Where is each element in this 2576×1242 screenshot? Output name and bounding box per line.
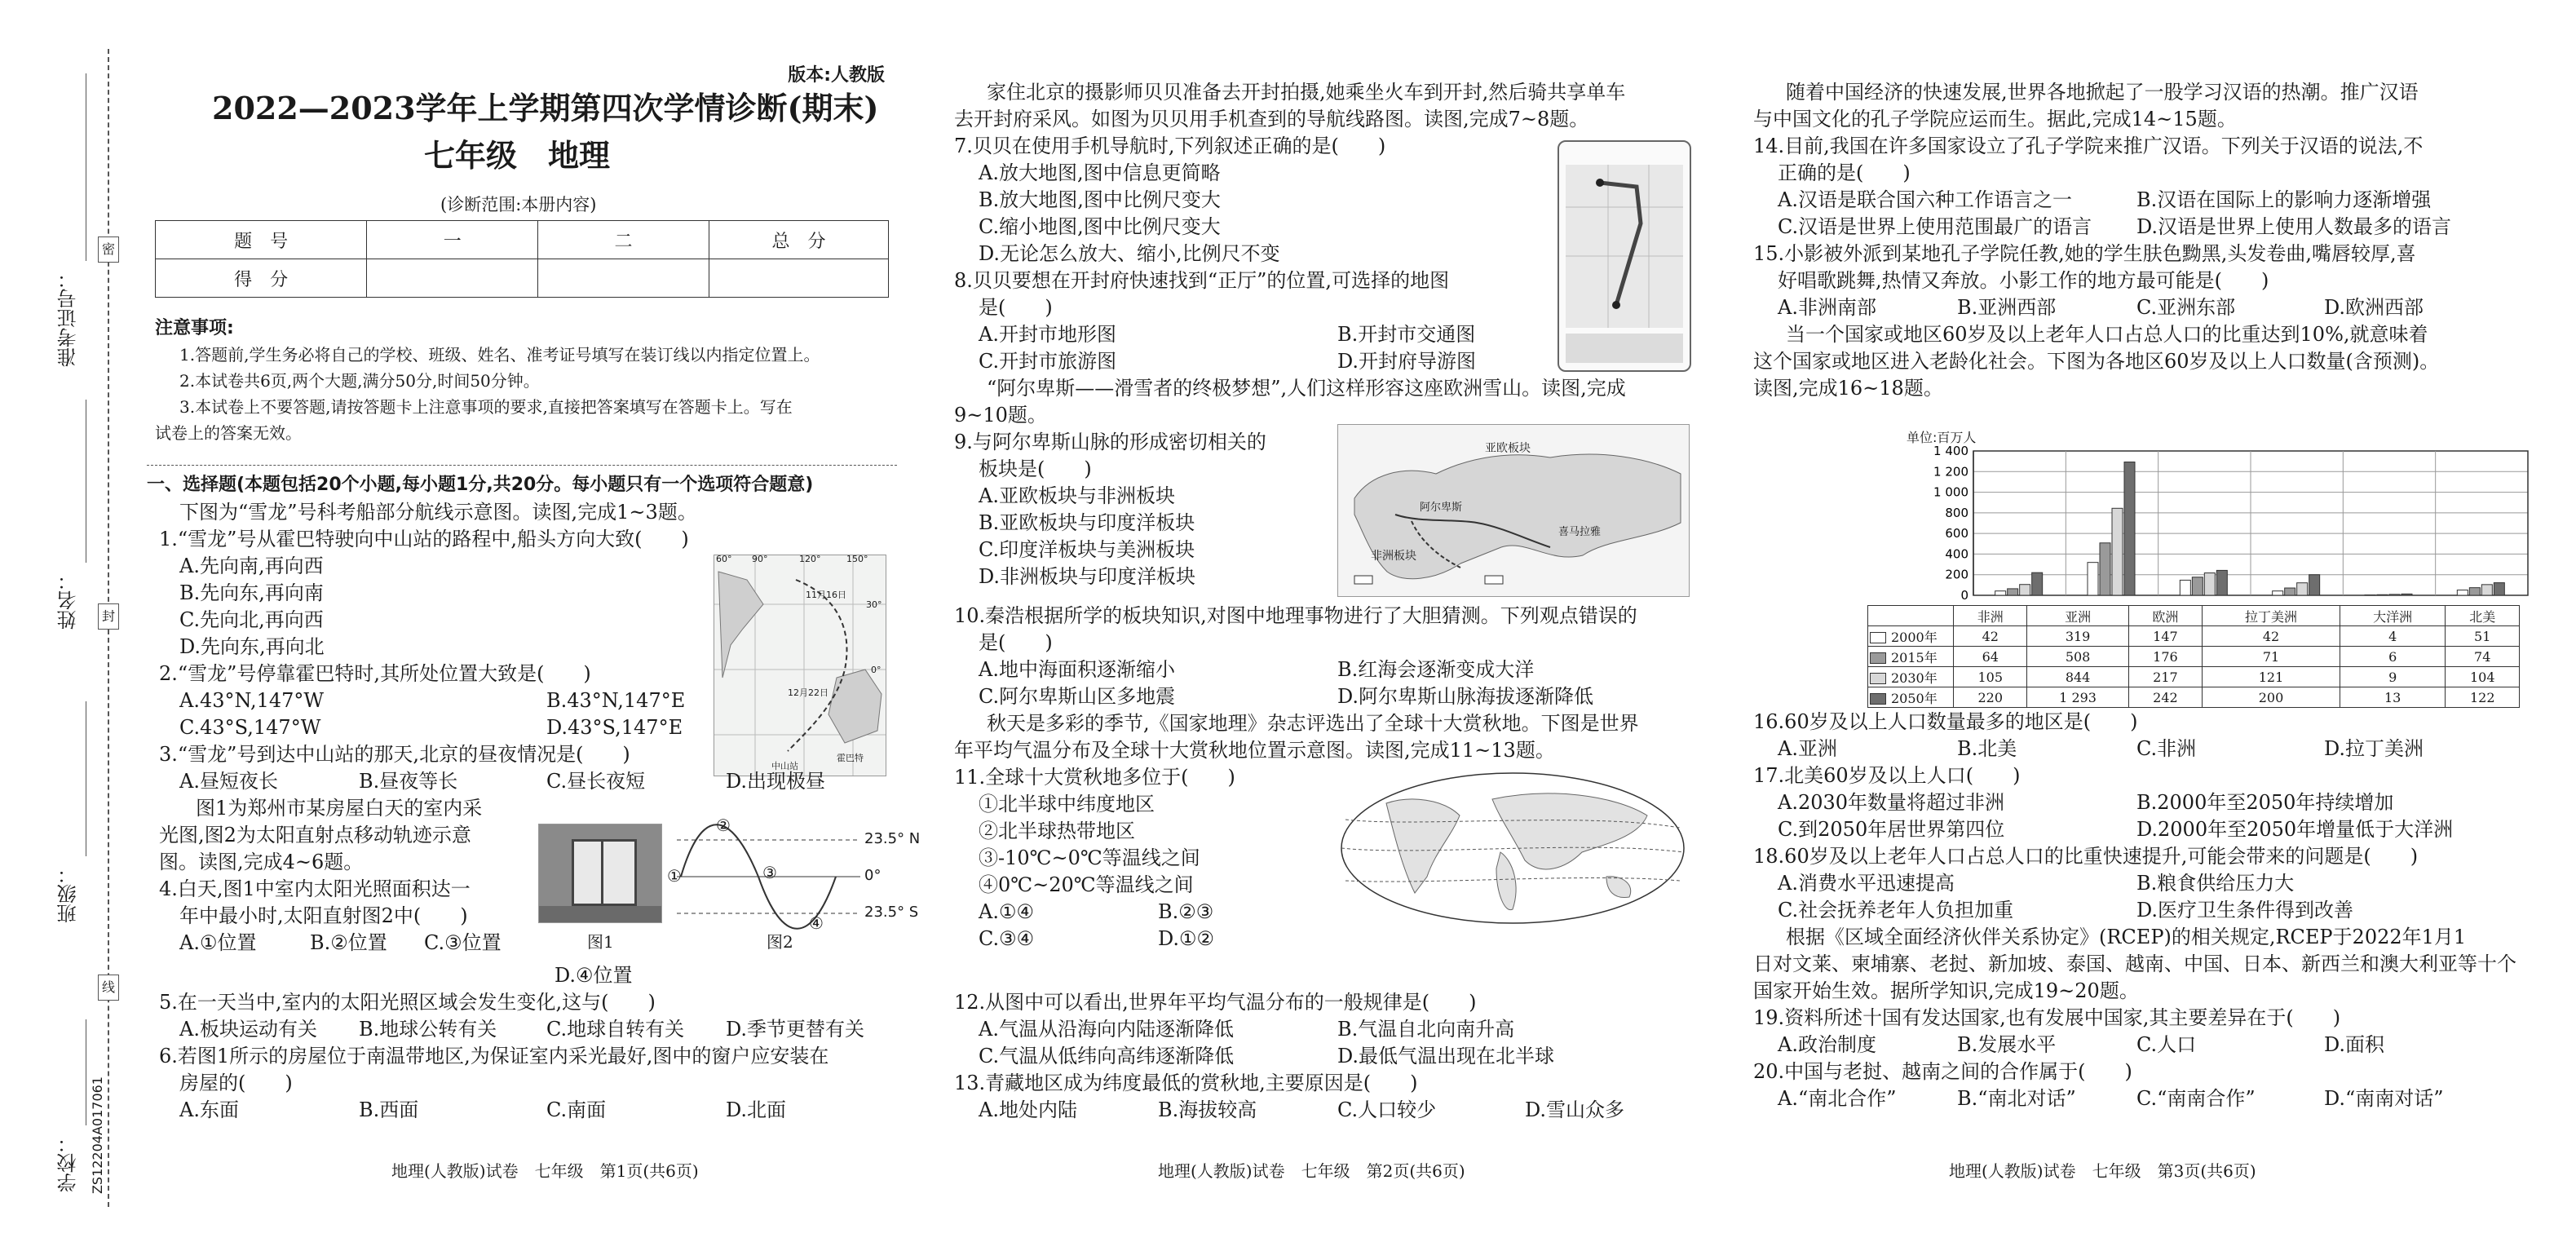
bar	[2457, 590, 2468, 595]
legend-swatch	[1870, 632, 1886, 643]
intro-q19-20: 日对文莱、柬埔寨、老挝、新加坡、泰国、越南、中国、日本、新西兰和澳大利亚等十个	[1753, 952, 2516, 975]
q7-option-d[interactable]: D.无论怎么放大、缩小,比例尺不变	[979, 242, 1280, 265]
q1-option-d[interactable]: D.先向东,再向北	[179, 635, 325, 658]
question-10: 10.秦浩根据所学的板块知识,对图中地理事物进行了大胆猜测。下列观点错误的	[954, 604, 1637, 627]
q3-option-b[interactable]: B.昼夜等长	[359, 770, 458, 793]
q17-option-a[interactable]: A.2030年数量将超过非洲	[1778, 791, 2005, 814]
bar	[2389, 594, 2400, 595]
question-20: 20.中国与老挝、越南之间的合作属于( )	[1753, 1060, 2132, 1083]
question-17: 17.北美60岁及以上人口( )	[1753, 764, 2021, 787]
q15-option-b[interactable]: B.亚洲西部	[1957, 296, 2057, 319]
floor	[539, 906, 661, 922]
section-heading: 一、选择题(本题包括20个小题,每小题1分,共20分。每小题只有一个选项符合题意)	[147, 475, 814, 495]
bar	[2008, 589, 2018, 595]
question-1: 1.“雪龙”号从霍巴特驶向中山站的路程中,船头方向大致( )	[159, 528, 689, 550]
legend-entry	[1868, 626, 1954, 647]
name-label: 姓名：	[57, 571, 80, 630]
question-14: 14.目前,我国在许多国家设立了孔子学院来推广汉语。下列关于汉语的说法,不	[1753, 135, 2424, 157]
page-footer: 地理(人教版)试卷 七年级 第2页(共6页)	[1158, 1161, 1465, 1181]
q11-item-4: ④0℃~20℃等温线之间	[979, 873, 1194, 896]
q5-option-b[interactable]: B.地球公转有关	[359, 1018, 497, 1041]
bar	[2100, 543, 2110, 595]
q2-option-b[interactable]: B.43°N,147°E	[546, 689, 686, 712]
q16-option-d[interactable]: D.拉丁美洲	[2324, 737, 2424, 760]
plate-label: 亚欧板块	[1485, 442, 1531, 455]
y-tick-label: 200	[1945, 567, 1968, 582]
q5-option-a[interactable]: A.板块运动有关	[179, 1018, 317, 1041]
data-label: 242	[2128, 687, 2202, 708]
q18-option-b[interactable]: B.粮食供给压力大	[2136, 872, 2295, 895]
x-category-label: 拉丁美洲	[2203, 606, 2340, 626]
x-category-label: 亚洲	[2027, 606, 2128, 626]
intro-q16-18: 当一个国家或地区60岁及以上老年人口占总人口的比重达到10%,就意味着	[1786, 323, 2428, 346]
q13-option-d[interactable]: D.雪山众多	[1525, 1098, 1625, 1121]
question-15-cont: 好唱歌跳舞,热情又奔放。小影工作的地方最可能是( )	[1778, 269, 2269, 292]
data-label: 122	[2446, 687, 2520, 708]
seal-mark-2: 封	[98, 603, 119, 630]
data-label: 319	[2027, 626, 2128, 647]
note-line: 2.本试卷共6页,两个大题,满分50分,时间50分钟。	[179, 371, 540, 391]
figure-1-caption: 图1	[587, 932, 614, 952]
intro-q7-8: 家住北京的摄影师贝贝准备去开封拍摄,她乘坐火车到开封,然后骑共享单车	[987, 81, 1626, 104]
question-7: 7.贝贝在使用手机导航时,下列叙述正确的是( )	[954, 135, 1386, 157]
bar	[2469, 588, 2480, 595]
map-label: 12月22日	[788, 687, 828, 698]
exam-title: 2022—2023学年上学期第四次学情诊断(期末)	[212, 90, 879, 126]
legend-label: 2000年	[1891, 629, 1938, 645]
y-tick-label: 1 200	[1933, 464, 1968, 480]
q13-option-a[interactable]: A.地处内陆	[979, 1098, 1077, 1121]
position-marker: ②	[716, 815, 731, 835]
q1-option-a[interactable]: A.先向南,再向西	[179, 555, 324, 577]
q9-option-d[interactable]: D.非洲板块与印度洋板块	[979, 565, 1196, 588]
bar	[2273, 591, 2283, 595]
map-label: 90°	[752, 555, 768, 564]
intro-q11-13: 秋天是多彩的季节,《国家地理》杂志评选出了全球十大赏秋地。下图是世界	[987, 712, 1639, 735]
q9-option-a[interactable]: A.亚欧板块与非洲板块	[979, 484, 1175, 507]
class-label: 班级：	[57, 864, 80, 923]
route-map-svg	[714, 555, 886, 776]
data-label: 64	[1954, 647, 2027, 667]
binding-margin	[0, 0, 122, 1242]
data-label: 147	[2128, 626, 2202, 647]
q5-option-d[interactable]: D.季节更替有关	[726, 1018, 865, 1041]
q2-option-d[interactable]: D.43°S,147°E	[546, 716, 683, 739]
legend-swatch	[1870, 652, 1886, 664]
lat-label: 23.5° N	[864, 830, 921, 847]
question-9: 9.与阿尔卑斯山脉的形成密切相关的	[954, 431, 1266, 453]
plate-label: 喜马拉雅	[1558, 526, 1602, 538]
score-table	[155, 220, 889, 298]
notes-title: 注意事项:	[155, 318, 234, 338]
seal-mark-1: 密	[98, 236, 119, 263]
map-label: 0°	[871, 665, 881, 675]
lat-label: 23.5° S	[864, 904, 919, 921]
q10-option-d[interactable]: D.阿尔卑斯山脉海拔逐渐降低	[1337, 685, 1594, 708]
q5-option-c[interactable]: C.地球自转有关	[546, 1018, 685, 1041]
q14-option-a[interactable]: A.汉语是联合国六种工作语言之一	[1778, 188, 2072, 211]
phone-navigation-map	[1558, 140, 1691, 372]
q18-option-c[interactable]: C.社会抚养老年人负担加重	[1778, 899, 2014, 922]
chart-unit-label: 单位:百万人	[1907, 430, 1977, 445]
score-header-cell: 总 分	[709, 221, 888, 259]
map-label: 中山站	[771, 761, 798, 771]
legend-swatch	[1870, 693, 1886, 705]
isotherm-svg	[1337, 771, 1688, 934]
intro-q19-20: 根据《区域全面经济伙伴关系协定》(RCEP)的相关规定,RCEP于2022年1月1	[1786, 926, 2467, 948]
q2-option-a[interactable]: A.43°N,147°W	[179, 689, 325, 712]
q4-option-b[interactable]: B.②位置	[310, 931, 387, 954]
intro-q4-6: 光图,图2为太阳直射点移动轨迹示意	[159, 824, 471, 846]
q18-option-d[interactable]: D.医疗卫生条件得到改善	[2136, 899, 2354, 922]
table-row	[1868, 667, 2520, 687]
question-13: 13.青藏地区成为纬度最低的赏秋地,主要原因是( )	[954, 1072, 1418, 1094]
intro-q16-18: 读图,完成16~18题。	[1753, 377, 1943, 400]
question-12: 12.从图中可以看出,世界年平均气温分布的一般规律是( )	[954, 991, 1477, 1014]
intro-q14-15: 与中国文化的孔子学院应运而生。据此,完成14~15题。	[1753, 108, 2237, 130]
question-15: 15.小影被外派到某地孔子学院任教,她的学生肤色黝黑,头发卷曲,嘴唇较厚,喜	[1753, 242, 2416, 265]
note-line: 1.答题前,学生务必将自己的学校、班级、姓名、准考证号填写在装订线以内指定位置上。	[179, 345, 820, 365]
bar	[2285, 588, 2295, 595]
page-3	[1745, 0, 2561, 1242]
population-data-table	[1867, 605, 2520, 708]
q12-option-c[interactable]: C.气温从低纬向高纬逐渐降低	[979, 1045, 1235, 1067]
bar	[2377, 594, 2388, 595]
q15-option-d[interactable]: D.欧洲西部	[2324, 296, 2424, 319]
q17-option-d[interactable]: D.2000年至2050年增量低于大洋洲	[2136, 818, 2454, 841]
intro-q19-20: 国家开始生效。据所学知识,完成19~20题。	[1753, 979, 2139, 1002]
question-4-cont: 年中最小时,太阳直射图2中( )	[179, 904, 468, 927]
q8-option-c[interactable]: C.开封市旅游图	[979, 350, 1117, 373]
school-label: 学校：	[57, 1134, 80, 1192]
intro-q9-10: “阿尔卑斯——滑雪者的终极梦想”,人们这样形容这座欧洲雪山。读图,完成	[987, 377, 1626, 400]
table-corner	[1868, 606, 1954, 626]
question-6-cont: 房屋的( )	[179, 1072, 293, 1094]
question-11: 11.全球十大赏秋地多位于( )	[954, 766, 1235, 789]
q16-option-c[interactable]: C.非洲	[2136, 737, 2197, 760]
q13-option-c[interactable]: C.人口较少	[1337, 1098, 1437, 1121]
question-2: 2.“雪龙”号停靠霍巴特时,其所处位置大致是( )	[159, 662, 591, 685]
score-input-cell[interactable]	[367, 259, 538, 298]
q11-option-a[interactable]: A.①④	[979, 900, 1034, 923]
x-category-label: 欧洲	[2128, 606, 2202, 626]
q19-option-c[interactable]: C.人口	[2136, 1033, 2197, 1056]
map-label: 30°	[866, 599, 882, 610]
q7-option-c[interactable]: C.缩小地图,图中比例尺变大	[979, 215, 1221, 238]
plate-map	[1337, 424, 1690, 597]
q10-option-a[interactable]: A.地中海面积逐渐缩小	[979, 658, 1175, 681]
id-number-label: 准考证号：	[57, 269, 80, 367]
q9-option-b[interactable]: B.亚欧板块与印度洋板块	[979, 511, 1195, 534]
score-input-cell[interactable]	[709, 259, 888, 298]
question-16: 16.60岁及以上人口数量最多的地区是( )	[1753, 710, 2138, 733]
y-tick-label: 1 000	[1933, 484, 1968, 500]
note-line: 试卷上的答案无效。	[155, 423, 302, 443]
seal-mark-3: 线	[98, 975, 119, 1001]
question-4: 4.白天,图1中室内太阳光照面积达一	[159, 877, 471, 900]
bar	[2204, 573, 2215, 595]
window-divider	[601, 839, 603, 906]
q15-option-c[interactable]: C.亚洲东部	[2136, 296, 2236, 319]
page-footer: 地理(人教版)试卷 七年级 第3页(共6页)	[1949, 1161, 2256, 1181]
lat-label: 0°	[864, 867, 881, 884]
data-label: 220	[1954, 687, 2027, 708]
q4-option-c[interactable]: C.③位置	[424, 931, 502, 954]
data-label: 217	[2128, 667, 2202, 687]
map-label: 11月16日	[806, 590, 846, 600]
q11-item-3: ③-10℃~0℃等温线之间	[979, 846, 1200, 869]
q19-option-a[interactable]: A.政治制度	[1778, 1033, 1876, 1056]
position-marker: ①	[667, 866, 682, 886]
intro-q16-18: 这个国家或地区进入老龄化社会。下图为各地区60岁及以上人口数量(含预测)。	[1753, 350, 2440, 373]
q14-option-c[interactable]: C.汉语是世界上使用范围最广的语言	[1778, 215, 2092, 238]
q17-option-c[interactable]: C.到2050年居世界第四位	[1778, 818, 2005, 841]
data-label: 844	[2027, 667, 2128, 687]
q15-option-a[interactable]: A.非洲南部	[1778, 296, 1876, 319]
legend-label: 2050年	[1891, 690, 1938, 706]
data-label: 4	[2340, 626, 2446, 647]
question-3: 3.“雪龙”号到达中山站的那天,北京的昼夜情况是( )	[159, 743, 630, 766]
q20-option-b[interactable]: B.“南北对话”	[1957, 1087, 2076, 1110]
q19-option-d[interactable]: D.面积	[2324, 1033, 2385, 1056]
x-category-label: 大洋洲	[2340, 606, 2446, 626]
question-10-cont: 是( )	[979, 631, 1053, 654]
figure-2-caption: 图2	[767, 932, 793, 952]
legend-entry	[1868, 687, 1954, 708]
world-isotherm-map	[1337, 771, 1688, 934]
edition-label: 版本:人教版	[788, 65, 885, 86]
note-line: 3.本试卷上不要答题,请按答题卡上注意事项的要求,直接把答案填写在答题卡上。写在	[179, 397, 793, 417]
data-label: 9	[2340, 667, 2446, 687]
q3-option-c[interactable]: C.昼长夜短	[546, 770, 646, 793]
score-header-cell: 题 号	[156, 221, 367, 259]
position-marker: ③	[762, 863, 777, 882]
q13-option-b[interactable]: B.海拔较高	[1158, 1098, 1257, 1121]
y-tick-label: 1 400	[1933, 444, 1968, 458]
question-19: 19.资料所述十国有发达国家,也有发展中国家,其主要差异在于( )	[1753, 1006, 2341, 1029]
bar	[2112, 508, 2123, 595]
data-label: 104	[2446, 667, 2520, 687]
intro-q4-6: 图。读图,完成4~6题。	[159, 851, 364, 873]
bar	[1995, 591, 2006, 595]
q12-option-a[interactable]: A.气温从沿海向内陆逐渐降低	[979, 1018, 1234, 1041]
x-category-label: 非洲	[1954, 606, 2027, 626]
page-1	[147, 0, 921, 1242]
data-label: 71	[2203, 647, 2340, 667]
legend-label: 2030年	[1891, 670, 1938, 686]
bar	[2088, 563, 2098, 595]
q6-option-c[interactable]: C.南面	[546, 1098, 607, 1121]
question-8: 8.贝贝要想在开封府快速找到“正厅”的位置,可选择的地图	[954, 269, 1450, 292]
data-label: 74	[2446, 647, 2520, 667]
data-label: 42	[1954, 626, 2027, 647]
q12-option-d[interactable]: D.最低气温出现在北半球	[1337, 1045, 1555, 1067]
q20-option-d[interactable]: D.“南南对话”	[2324, 1087, 2444, 1110]
bar	[2032, 572, 2043, 595]
room-photo	[538, 824, 662, 923]
map-label: 150°	[846, 555, 868, 564]
q20-option-a[interactable]: A.“南北合作”	[1778, 1087, 1897, 1110]
x-category-label: 北美	[2446, 606, 2520, 626]
bar	[2192, 577, 2203, 595]
q17-option-b[interactable]: B.2000年至2050年持续增加	[2136, 791, 2394, 814]
q2-option-c[interactable]: C.43°S,147°W	[179, 716, 321, 739]
question-5: 5.在一天当中,室内的太阳光照区域会发生变化,这与( )	[159, 991, 656, 1014]
data-label: 6	[2340, 647, 2446, 667]
q16-option-b[interactable]: B.北美	[1957, 737, 2017, 760]
q12-option-b[interactable]: B.气温自北向南升高	[1337, 1018, 1515, 1041]
q7-option-a[interactable]: A.放大地图,图中信息更简略	[979, 161, 1221, 184]
q11-option-b[interactable]: B.②③	[1158, 900, 1214, 923]
exam-scope: (诊断范围:本册内容)	[440, 195, 597, 214]
nav-map-svg	[1559, 142, 1690, 370]
paper-code: ZS12204A017061	[90, 1076, 105, 1195]
intro-q4-6: 图1为郑州市某房屋白天的室内采	[196, 797, 483, 820]
population-bar-chart	[1916, 444, 2536, 603]
map-label: 60°	[716, 555, 732, 564]
data-label: 42	[2203, 626, 2340, 647]
q11-item-1: ①北半球中纬度地区	[979, 793, 1155, 815]
bar	[2297, 583, 2308, 595]
intro-q9-10: 9~10题。	[954, 404, 1047, 427]
table-row	[1868, 647, 2520, 667]
bar	[2020, 585, 2030, 595]
q6-option-d[interactable]: D.北面	[726, 1098, 787, 1121]
y-tick-label: 0	[1960, 588, 1968, 603]
intro-q7-8: 去开封府采风。如图为贝贝用手机查到的导航线路图。读图,完成7~8题。	[954, 108, 1589, 130]
intro-q14-15: 随着中国经济的快速发展,世界各地掀起了一股学习汉语的热潮。推广汉语	[1786, 81, 2419, 104]
q6-option-b[interactable]: B.西面	[359, 1098, 419, 1121]
data-label: 200	[2203, 687, 2340, 708]
data-label: 51	[2446, 626, 2520, 647]
bar	[2309, 575, 2320, 595]
score-header-cell: 一	[367, 221, 538, 259]
q6-option-a[interactable]: A.东面	[179, 1098, 239, 1121]
window-frame	[572, 839, 637, 906]
q8-option-d[interactable]: D.开封府导游图	[1337, 350, 1477, 373]
legend-entry	[1868, 647, 1954, 667]
q11-option-d[interactable]: D.①②	[1158, 927, 1215, 950]
q8-option-a[interactable]: A.开封市地形图	[979, 323, 1116, 346]
data-label: 176	[2128, 647, 2202, 667]
bar	[2494, 583, 2504, 595]
y-tick-label: 400	[1945, 546, 1968, 562]
intro-q11-13: 年平均气温分布及全球十大赏秋地位置示意图。读图,完成11~13题。	[954, 739, 1555, 762]
y-tick-label: 800	[1945, 505, 1968, 520]
data-label: 105	[1954, 667, 2027, 687]
legend-entry	[1868, 667, 1954, 687]
bar	[2124, 462, 2135, 595]
data-label: 1 293	[2027, 687, 2128, 708]
legend-label: 2015年	[1891, 649, 1938, 665]
divider	[147, 465, 897, 466]
bar	[2216, 570, 2227, 595]
intro-q1-3: 下图为“雪龙”号科考船部分航线示意图。读图,完成1~3题。	[179, 501, 697, 524]
q18-option-a[interactable]: A.消费水平迅速提高	[1778, 872, 1955, 895]
q14-option-d[interactable]: D.汉语是世界上使用人数最多的语言	[2136, 215, 2452, 238]
table-row	[1868, 687, 2520, 708]
legend-swatch	[1870, 673, 1886, 684]
bar	[2365, 594, 2375, 595]
question-14-cont: 正确的是( )	[1778, 161, 1911, 184]
q1-option-c[interactable]: C.先向北,再向西	[179, 608, 324, 631]
bar	[2180, 580, 2190, 595]
map-label: 霍巴特	[837, 753, 864, 763]
position-marker: ④	[809, 913, 824, 933]
question-6: 6.若图1所示的房屋位于南温带地区,为保证室内采光最好,图中的窗户应安装在	[159, 1045, 829, 1067]
q4-option-a[interactable]: A.①位置	[179, 931, 257, 954]
bar	[2401, 594, 2412, 595]
data-label: 508	[2027, 647, 2128, 667]
score-header-cell: 二	[538, 221, 709, 259]
q14-option-b[interactable]: B.汉语在国际上的影响力逐渐增强	[2136, 188, 2432, 211]
q11-item-2: ②北半球热带地区	[979, 820, 1135, 842]
question-18: 18.60岁及以上老年人口占总人口的比重快速提升,可能会带来的问题是( )	[1753, 845, 2419, 868]
route-map-figure	[714, 555, 886, 776]
page-footer: 地理(人教版)试卷 七年级 第1页(共6页)	[391, 1161, 699, 1181]
bar	[2481, 585, 2492, 595]
question-8-cont: 是( )	[979, 296, 1053, 319]
page-2	[946, 0, 1712, 1242]
data-label: 13	[2340, 687, 2446, 708]
q9-option-c[interactable]: C.印度洋板块与美洲板块	[979, 538, 1195, 561]
score-input-cell[interactable]	[538, 259, 709, 298]
plate-label: 阿尔卑斯	[1420, 502, 1463, 514]
q8-option-b[interactable]: B.开封市交通图	[1337, 323, 1476, 346]
table-row	[1868, 626, 2520, 647]
q11-option-c[interactable]: C.③④	[979, 927, 1035, 950]
map-label: 120°	[799, 555, 821, 564]
score-row-label: 得 分	[156, 259, 367, 298]
q3-option-d[interactable]: D.出现极昼	[726, 770, 826, 793]
plate-label: 非洲板块	[1371, 550, 1416, 563]
q10-option-c[interactable]: C.阿尔卑斯山区多地震	[979, 685, 1176, 708]
question-9-cont: 板块是( )	[979, 457, 1092, 480]
q3-option-a[interactable]: A.昼短夜长	[179, 770, 278, 793]
q16-option-a[interactable]: A.亚洲	[1778, 737, 1837, 760]
q19-option-b[interactable]: B.发展水平	[1957, 1033, 2057, 1056]
q4-option-d[interactable]: D.④位置	[555, 964, 633, 987]
q10-option-b[interactable]: B.红海会逐渐变成大洋	[1337, 658, 1535, 681]
q20-option-c[interactable]: C.“南南合作”	[2136, 1087, 2256, 1110]
q1-option-b[interactable]: B.先向东,再向南	[179, 581, 324, 604]
y-tick-label: 600	[1945, 526, 1968, 541]
q7-option-b[interactable]: B.放大地图,图中比例尺变大	[979, 188, 1221, 211]
data-label: 121	[2203, 667, 2340, 687]
exam-subtitle: 七年级 地理	[424, 137, 611, 174]
